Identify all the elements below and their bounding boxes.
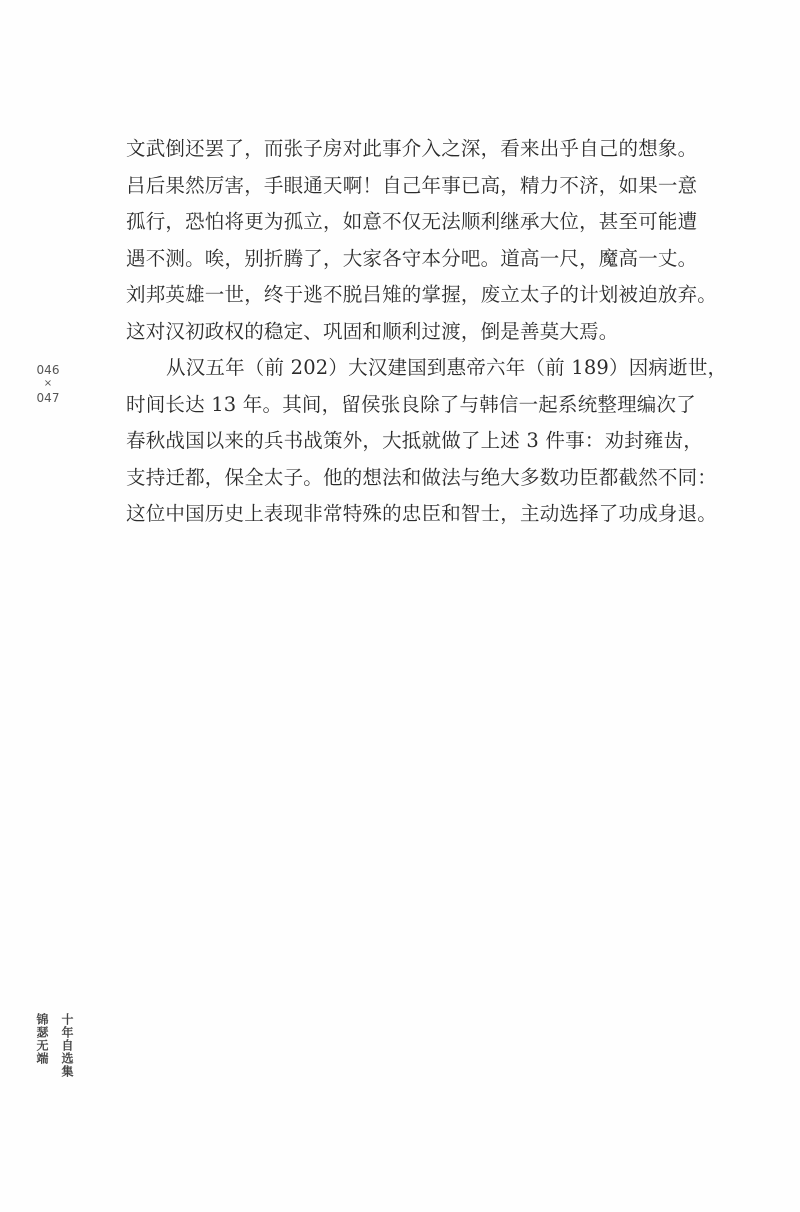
series-title-vertical — [34, 1013, 76, 1078]
page-number-right: 047 — [36, 391, 60, 405]
page-number-separator: × — [43, 378, 53, 389]
text-line: 这对汉初政权的稳定、巩固和顺利过渡，倒是善莫大焉。 — [126, 319, 619, 343]
body-text — [126, 131, 726, 533]
text-line: 支持迁都，保全太子。他的想法和做法与绝大多数功臣都截然不同： — [126, 465, 718, 489]
text-line: 遇不测。唉，别折腾了，大家各守本分吧。道高一尺，魔高一丈。 — [126, 246, 698, 270]
text-line: 春秋战国以来的兵书战策外，大抵就做了上述 3 件事：劝封雍齿， — [126, 429, 704, 452]
paragraph-start-line: 从汉五年（前 202）大汉建国到惠帝六年（前 189）因病逝世， — [166, 356, 728, 379]
page-number-left: 046 — [36, 363, 60, 377]
text-line: 吕后果然厉害，手眼通天啊！自己年事已高，精力不济，如果一意 — [126, 173, 698, 197]
text-line: 孤行，恐怕将更为孤立，如意不仅无法顺利继承大位，甚至可能遭 — [126, 210, 698, 233]
text-line: 文武倒还罢了，而张子房对此事介入之深，看来出乎自己的想象。 — [126, 137, 698, 160]
page-number-marker — [30, 362, 66, 406]
series-subtitle: 十年自选集 — [60, 1013, 74, 1078]
text-line: 时间长达 13 年。其间，留侯张良除了与韩信一起系统整理编次了 — [126, 392, 696, 416]
text-line: 刘邦英雄一世，终于逃不脱吕雉的掌握，废立太子的计划被迫放弃。 — [126, 283, 718, 306]
text-line: 这位中国历史上表现非常特殊的忠臣和智士，主动选择了功成身退。 — [126, 502, 718, 525]
series-title: 锦瑟无端 — [35, 1013, 49, 1065]
